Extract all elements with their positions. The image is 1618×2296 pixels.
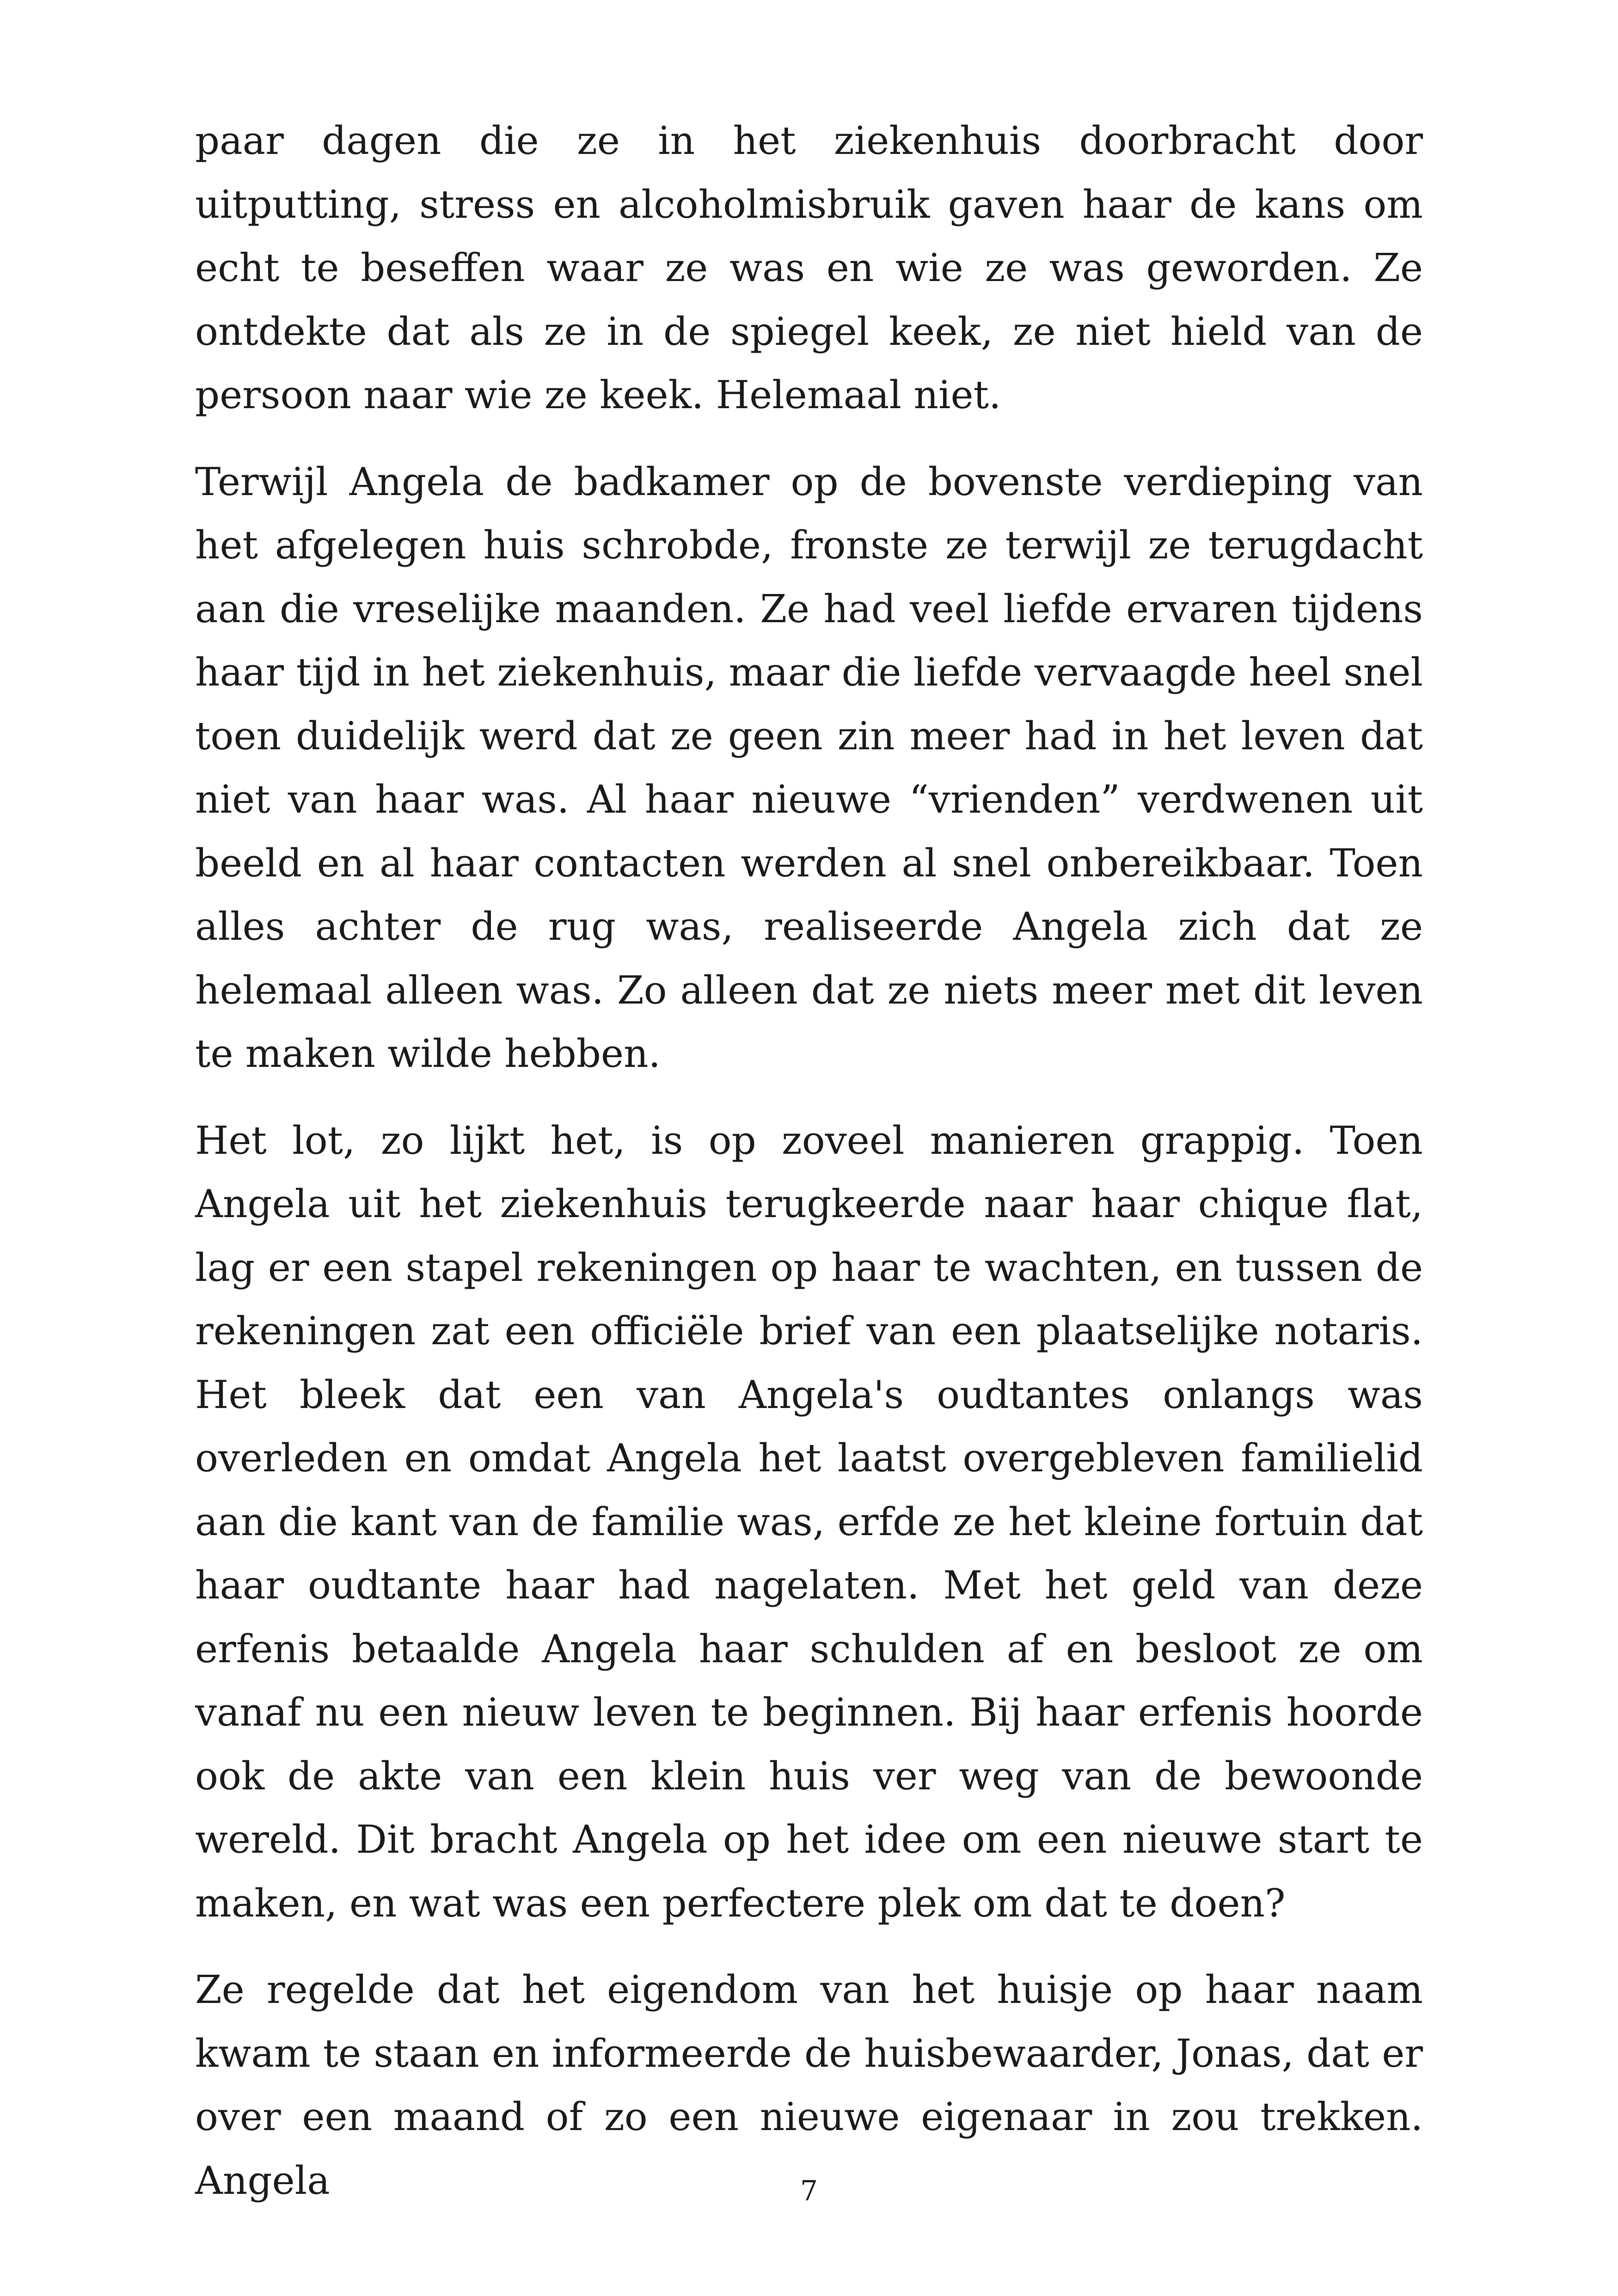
- paragraph-3: Het lot, zo lijkt het, is op zoveel manieren grappig. Toen Angela uit het ziekenhuis terugkeerde naar haar chique flat, lag er een stapel rekeningen op haar te wachten, en tussen de rekeningen zat een officiële brief van een plaatselijke notaris. Het bleek dat een van Angela's oudtantes onlangs was overleden en omdat Angela het laatst overgebleven familielid aan die kant van de familie was, erfde ze het kleine fortuin dat haar oudtante haar had nagelaten. Met het geld van deze erfenis betaalde Angela haar schulden af en besloot ze om vanaf nu een nieuw leven te beginnen. Bij haar erfenis hoorde ook de akte van een klein huis ver weg van de bewoonde wereld. Dit bracht Angela op het idee om een nieuwe start te maken, en wat was een perfectere plek om dat te doen?: [195, 1118, 1423, 1926]
- paragraph-4: Ze regelde dat het eigendom van het huisje op haar naam kwam te staan en informeerde de huisbewaarder, Jonas, dat er over een maand of zo een nieuwe eigenaar in zou trekken. Angela: [195, 1967, 1423, 2203]
- paragraph-1: paar dagen die ze in het ziekenhuis doorbracht door uitputting, stress en alcoholmisbruik gaven haar de kans om echt te beseffen waar ze was en wie ze was geworden. Ze ontdekte dat als ze in de spiegel keek, ze niet hield van de persoon naar wie ze keek. Helemaal niet.: [195, 118, 1423, 417]
- page-number: 7: [800, 2175, 818, 2207]
- body-text: [195, 109, 1423, 2235]
- paragraph-2: Terwijl Angela de badkamer op de bovenste verdieping van het afgelegen huis schrobde, fronste ze terwijl ze terugdacht aan die vreselijke maanden. Ze had veel liefde ervaren tijdens haar tijd in het ziekenhuis, maar die liefde vervaagde heel snel toen duidelijk werd dat ze geen zin meer had in het leven dat niet van haar was. Al haar nieuwe “vrienden” verdwenen uit beeld en al haar contacten werden al snel onbereikbaar. Toen alles achter de rug was, realiseerde Angela zich dat ze helemaal alleen was. Zo alleen dat ze niets meer met dit leven te maken wilde hebben.: [195, 459, 1423, 1076]
